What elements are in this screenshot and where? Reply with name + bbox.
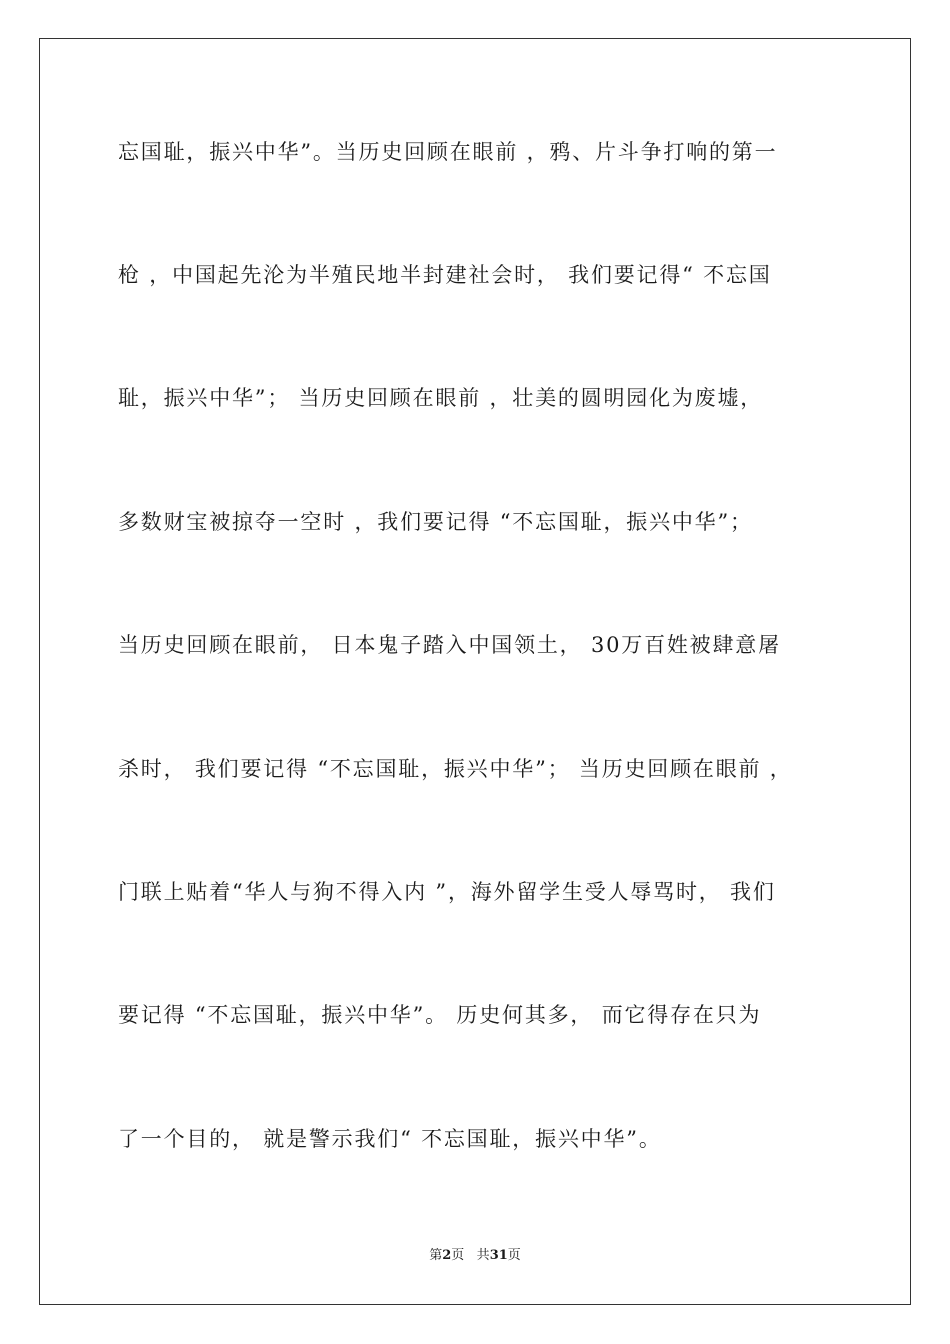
total-pages: 31 (489, 1248, 508, 1263)
text-line: 要记得 “不忘国耻，振兴中华”。 历史何其多， 而它得存在只为 (118, 1003, 762, 1027)
text-line: 门联上贴着“华人与狗不得入内 ”，海外留学生受人辱骂时， 我们 (118, 880, 776, 904)
text-line: 当历史回顾在眼前， 日本鬼子踏入中国领土， 30万百姓被肆意屠 (118, 633, 781, 657)
total-suffix: 页 (507, 1248, 521, 1263)
text-line: 了一个目的， 就是警示我们“ 不忘国耻，振兴中华”。 (118, 1127, 662, 1151)
page-suffix: 页 (451, 1248, 465, 1263)
page-footer (0, 1248, 950, 1264)
text-line: 多数财宝被掠夺一空时 ，我们要记得 “不忘国耻，振兴中华”； (118, 510, 753, 534)
total-prefix: 共 (476, 1248, 490, 1263)
text-line: 耻，振兴中华”； 当历史回顾在眼前 ，壮美的圆明园化为废墟， (118, 386, 764, 410)
page-prefix: 第 (429, 1248, 443, 1263)
page-border (39, 38, 911, 1305)
page-number: 2 (442, 1248, 452, 1263)
text-line: 杀时， 我们要记得 “不忘国耻，振兴中华”； 当历史回顾在眼前 ， (118, 757, 793, 781)
text-line: 枪 ，中国起先沦为半殖民地半封建社会时， 我们要记得“ 不忘国 (118, 263, 772, 287)
text-line: 忘国耻，振兴中华”。当历史回顾在眼前 ，鸦、片斗争打响的第一 (118, 140, 778, 164)
